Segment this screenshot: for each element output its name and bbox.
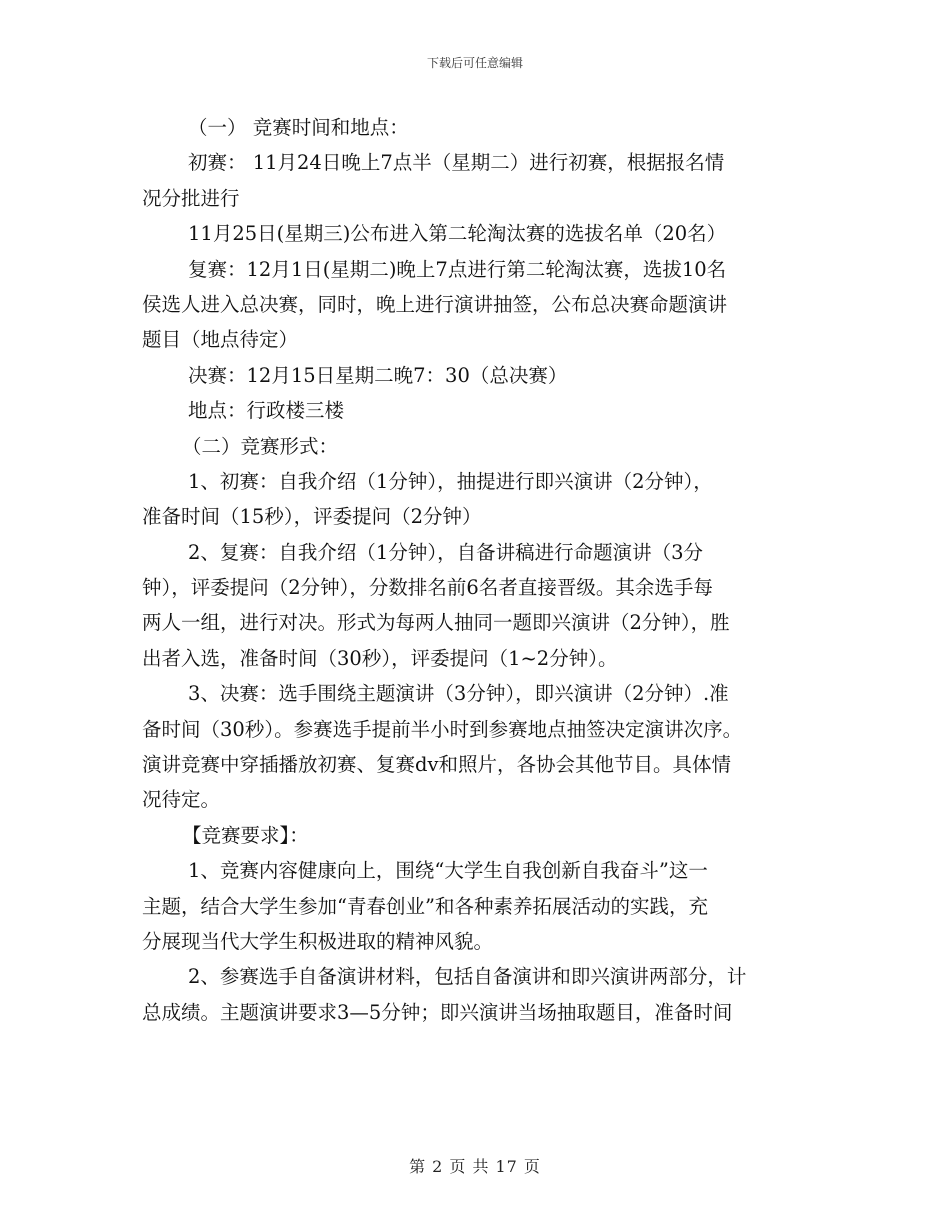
paragraph-line: 题目（地点待定） — [142, 328, 299, 352]
footer-page-number: 2 — [432, 1157, 444, 1176]
page-footer — [0, 1154, 950, 1177]
paragraph-line: 3、决赛：选手围绕主题演讲（3分钟），即兴演讲（2分钟）.准 — [188, 682, 729, 706]
section-heading-time-place: （一） 竞赛时间和地点： — [188, 116, 409, 139]
paragraph-line: 钟），评委提问（2分钟），分数排名前6名者直接晋级。其余选手每 — [142, 576, 713, 600]
document-body — [142, 110, 822, 1030]
paragraph-line: 两人一组，进行对决。形式为每两人抽同一题即兴演讲（2分钟），胜 — [142, 611, 730, 635]
paragraph-line: 侯选人进入总决赛，同时，晚上进行演讲抽签，公布总决赛命题演讲 — [142, 292, 728, 316]
paragraph-line: 演讲竞赛中穿插播放初赛、复赛dv和照片，各协会其他节目。具体情 — [142, 753, 731, 777]
paragraph-line: 况待定。 — [142, 788, 221, 812]
paragraph-line: 初赛： 11月24日晚上7点半（星期二）进行初赛，根据报名情 — [188, 151, 725, 175]
paragraph-line: 2、复赛：自我介绍（1分钟），自备讲稿进行命题演讲（3分 — [188, 540, 703, 564]
section-heading-format: （二）竞赛形式： — [182, 434, 339, 458]
paragraph-line: 2、参赛选手自备演讲材料，包括自备演讲和即兴演讲两部分，计 — [188, 965, 747, 989]
page-header-note: 下载后可任意编辑 — [426, 56, 523, 70]
paragraph-line: 11月25日(星期三)公布进入第二轮淘汰赛的选拔名单（20名） — [188, 222, 727, 246]
paragraph-line: 决赛：12月15日星期二晚7：30（总决赛） — [188, 363, 568, 387]
paragraph-line: 主题，结合大学生参加“青春创业”和各种素养拓展活动的实践，充 — [142, 894, 708, 918]
paragraph-line: 准备时间（15秒），评委提问（2分钟） — [142, 505, 482, 529]
paragraph-line: 况分批进行 — [142, 186, 240, 210]
paragraph-line: 备时间（30秒）。参赛选手提前半小时到参赛地点抽签决定演讲次序。 — [142, 717, 743, 741]
footer-suffix: 页 — [523, 1157, 541, 1176]
paragraph-line: 出者入选，准备时间（30秒），评委提问（1~2分钟）。 — [142, 646, 618, 670]
footer-prefix: 第 — [409, 1157, 427, 1176]
footer-middle: 页 共 — [449, 1157, 490, 1176]
paragraph-line: 1、初赛：自我介绍（1分钟），抽提进行即兴演讲（2分钟）， — [188, 469, 713, 493]
paragraph-line: 分展现当代大学生积极进取的精神风貌。 — [142, 929, 494, 953]
paragraph-line: 复赛：12月1日(星期二)晚上7点进行第二轮淘汰赛，选拔10名 — [188, 257, 727, 281]
footer-total-pages: 17 — [495, 1157, 518, 1176]
paragraph-line: 总成绩。主题演讲要求3—5分钟；即兴演讲当场抽取题目，准备时间 — [142, 1000, 733, 1024]
paragraph-line: 地点：行政楼三楼 — [188, 399, 345, 423]
paragraph-line: 1、竞赛内容健康向上，围绕“大学生自我创新自我奋斗”这一 — [188, 859, 708, 883]
section-heading-requirements: 【竞赛要求】： — [182, 823, 309, 847]
